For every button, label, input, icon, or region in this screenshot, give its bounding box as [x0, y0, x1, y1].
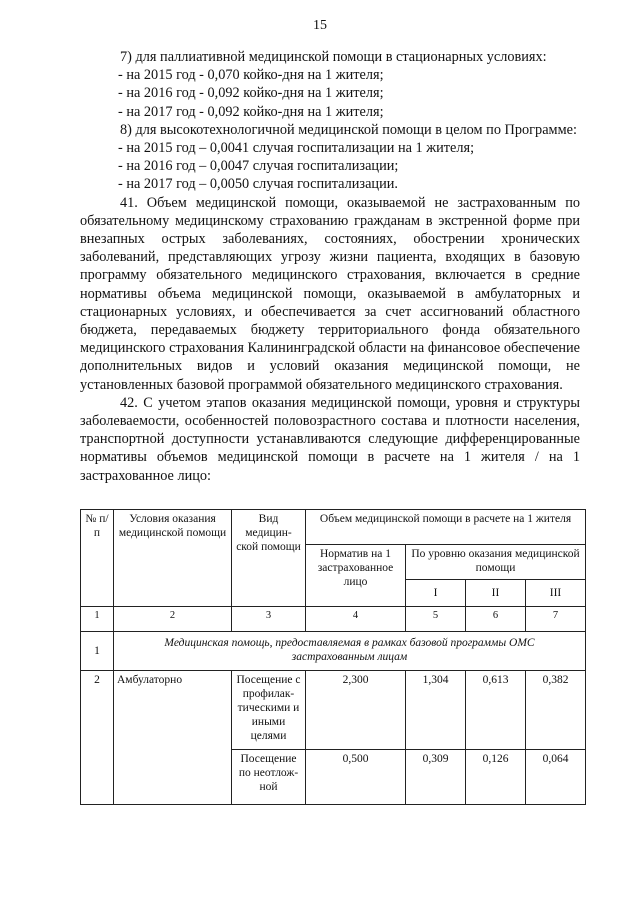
care-type-cell: Посещение с профилак-тическими и иными целями [232, 671, 306, 750]
header-level-2: II [466, 580, 526, 607]
column-number: 4 [306, 607, 406, 632]
column-numbers-row [81, 607, 586, 632]
care-type-cell: Посещение по неотлож-ной [232, 750, 306, 805]
norm-cell: 2,300 [306, 671, 406, 750]
paragraph: 8) для высокотехнологичной медицинской помощи в целом по Программе: [120, 121, 577, 138]
header-volume: Объем медицинской помощи в расчете на 1 жителя [306, 510, 586, 545]
body-text [80, 48, 580, 485]
list-item: - на 2016 год – 0,0047 случая госпитализации; [118, 158, 399, 175]
paragraph: 7) для паллиативной медицинской помощи в стационарных условиях: [120, 49, 547, 65]
row-number: 1 [81, 632, 114, 671]
section-title: Медицинская помощь, предоставляемая в рамках базовой программы ОМС застрахованным лицам [114, 632, 586, 671]
list-item: - на 2015 год – 0,0041 случая госпитализации на 1 жителя; [118, 140, 475, 157]
list-item: - на 2017 год – 0,0050 случая госпитализации. [118, 176, 398, 193]
header-norm: Норматив на 1 застрахованное лицо [306, 545, 406, 607]
header-level-3: III [526, 580, 586, 607]
level-2-cell: 0,613 [466, 671, 526, 750]
header-num: № п/п [81, 510, 114, 607]
row-number: 2 [81, 671, 114, 805]
level-1-cell: 1,304 [406, 671, 466, 750]
list-item: - на 2015 год - 0,070 койко-дня на 1 жителя; [118, 67, 384, 84]
level-3-cell: 0,064 [526, 750, 586, 805]
table-row [81, 671, 586, 750]
page-number: 15 [313, 18, 327, 33]
column-number: 6 [466, 607, 526, 632]
conditions-cell: Амбулаторно [114, 671, 232, 805]
column-number: 1 [81, 607, 114, 632]
norm-cell: 0,500 [306, 750, 406, 805]
header-level-1: I [406, 580, 466, 607]
level-2-cell: 0,126 [466, 750, 526, 805]
paragraph: 42. С учетом этапов оказания медицинской помощи, уровня и структуры заболеваемости, особенностей половозрастного состава и плотности населения, транспортной доступности устанавливаются следующие дифференцированные нормативы объемов медицинской помощи в расчете на 1 жителя / на 1 застрахованное лицо: [80, 394, 580, 484]
level-1-cell: 0,309 [406, 750, 466, 805]
paragraph: 41. Объем медицинской помощи, оказываемой не застрахованным по обязательному медицинскому страхованию гражданам в экстренной форме при внезапных острых заболеваниях, состояниях, обострении хронических заболеваний, представляющих угрозу жизни пациента, входящих в базовую программу обязательного медицинского страхования, включается в средние нормативы объема медицинской помощи, оказываемой в амбулаторных и стационарных условиях, и обеспечивается за счет ассигнований областного бюджета, передаваемых бюджету территориального фонда обязательного медицинского страхования Калининградской области на финансовое обеспечение дополнительных видов и условий оказания медицинской помощи, не установленных базовой программой обязательного медицинского страхования. [80, 194, 580, 393]
header-conditions: Условия оказания медицинской помощи [114, 510, 232, 607]
header-type: Вид медицин-ской помощи [232, 510, 306, 607]
column-number: 3 [232, 607, 306, 632]
column-number: 7 [526, 607, 586, 632]
table-row [81, 632, 586, 671]
column-number: 2 [114, 607, 232, 632]
volume-norms-table [80, 509, 586, 805]
level-3-cell: 0,382 [526, 671, 586, 750]
list-item: - на 2017 год - 0,092 койко-дня на 1 жителя; [118, 103, 384, 120]
column-number: 5 [406, 607, 466, 632]
header-level: По уровню оказания медицинской помощи [406, 545, 586, 580]
list-item: - на 2016 год - 0,092 койко-дня на 1 жителя; [118, 85, 384, 102]
